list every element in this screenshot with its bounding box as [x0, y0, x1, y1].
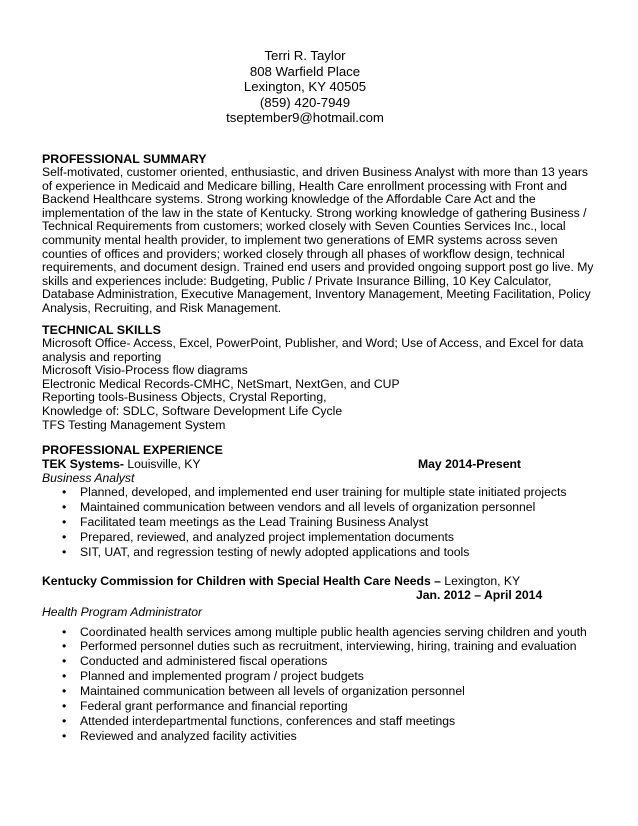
professional-summary-section: [42, 152, 594, 316]
list-item: • Maintained communication between vendors and all levels of organization personnel: [62, 499, 536, 514]
section-title-skills: TECHNICAL SKILLS: [42, 323, 161, 337]
bullet-icon: •: [62, 544, 67, 559]
summary-line: implementation of the law in the state of Kentucky. Strong working knowledge of gathering Business /: [42, 205, 587, 220]
job-heading: [42, 574, 582, 588]
summary-line: Backend Healthcare systems. Strong working knowledge of the Affordable Care Act and the: [42, 192, 536, 207]
skill-line: analysis and reporting: [42, 349, 162, 364]
list-item: • Maintained communication between all levels of organization personnel: [62, 684, 465, 699]
city-state-zip: Lexington, KY 40505: [243, 79, 367, 94]
list-item: • Conducted and administered fiscal operations: [62, 654, 328, 669]
email-address: tseptember9@hotmail.com: [226, 110, 384, 125]
bullet-icon: •: [62, 485, 67, 499]
employer-location: Louisville, KY: [123, 457, 201, 471]
bullet-icon: •: [62, 639, 67, 654]
list-item: • Prepared, reviewed, and analyzed project implementation documents: [62, 529, 454, 544]
job-role: Health Program Administrator: [42, 604, 203, 619]
summary-line: Technical Requirements from customers; worked closely with Seven Counties Services Inc., local: [42, 219, 566, 234]
skill-line: Electronic Medical Records-CMHC, NetSmart, NextGen, and CUP: [42, 376, 400, 391]
skill-line: Knowledge of: SDLC, Software Development Life Cycle: [42, 403, 343, 418]
skill-line: Microsoft Visio-Process flow diagrams: [42, 363, 248, 378]
summary-line: community mental health provider, to implement two generations of EMR systems across seven: [42, 232, 558, 247]
skill-line: TFS Testing Management System: [42, 417, 226, 432]
list-item: • Performed personnel duties such as recruitment, interviewing, hiring, training and evaluation: [62, 639, 577, 654]
summary-line: Database Administration, Executive Management, Inventory Management, Meeting Facilitation, Policy: [42, 287, 591, 302]
bullet-icon: •: [62, 684, 67, 699]
summary-line: requirements, and document design. Trained end users and provided ongoing support post go live. My: [42, 260, 594, 275]
summary-line: counties of offices and providers; worked closely through all phases of workflow design, technical: [42, 246, 565, 261]
summary-line: Analysis, Recruiting, and Risk Management.: [42, 300, 282, 315]
contact-header: [0, 48, 610, 126]
summary-paragraph: [42, 165, 594, 316]
list-item: • Reviewed and analyzed facility activities: [62, 728, 297, 743]
section-title-experience: PROFESSIONAL EXPERIENCE: [42, 443, 223, 457]
list-item: • Attended interdepartmental functions, conferences and staff meetings: [62, 713, 456, 728]
bullet-icon: •: [62, 529, 67, 544]
job-dates: May 2014-Present: [418, 457, 521, 471]
summary-line: of experience in Medicaid and Medicare billing, Health Care enrollment processing with Front and: [42, 178, 568, 193]
bullet-icon: •: [62, 669, 67, 684]
job-heading: [42, 457, 582, 471]
job-dates: Jan. 2012 – April 2014: [416, 587, 543, 602]
summary-line: Self-motivated, customer oriented, enthusiastic, and driven Business Analyst with more than 13 years: [42, 165, 589, 179]
job-duties-list: [42, 485, 582, 560]
job-duties-list: [42, 624, 587, 744]
list-item: • Coordinated health services among multiple public health agencies serving children and youth: [62, 624, 587, 639]
bullet-icon: •: [62, 654, 67, 669]
bullet-icon: •: [62, 499, 67, 514]
bullet-icon: •: [62, 624, 67, 639]
applicant-name: Terri R. Taylor: [264, 48, 346, 63]
bullet-icon: •: [62, 699, 67, 714]
job-role: Business Analyst: [42, 471, 135, 485]
summary-line: skills and experiences include: Budgeting, Public / Private Insurance Billing, 10 Key Calculator,: [42, 273, 552, 288]
list-item: • Facilitated team meetings as the Lead Training Business Analyst: [62, 514, 429, 529]
employer-location: Lexington, KY: [440, 573, 521, 588]
list-item: • SIT, UAT, and regression testing of newly adopted applications and tools: [62, 544, 470, 559]
phone-number: (859) 420-7949: [259, 94, 351, 110]
street-address: 808 Warfield Place: [249, 63, 361, 79]
skill-line: Reporting tools-Business Objects, Crystal Reporting,: [42, 390, 327, 405]
employer-name: Kentucky Commission for Children with Special Health Care Needs –: [42, 573, 441, 588]
list-item: • Planned, developed, and implemented end user training for multiple state initiated projects: [62, 485, 567, 499]
bullet-icon: •: [62, 728, 67, 743]
job-entry-kentucky-commission: [42, 573, 587, 744]
employer-name: TEK Systems-: [42, 457, 124, 471]
professional-experience-section: [42, 443, 587, 744]
job-dates-line: [42, 588, 582, 602]
list-item: • Planned and implemented program / project budgets: [62, 669, 364, 684]
bullet-icon: •: [62, 514, 67, 529]
bullet-icon: •: [62, 713, 67, 728]
skill-line: Microsoft Office- Access, Excel, PowerPoint, Publisher, and Word; Use of Access, and Excel for data: [42, 336, 584, 350]
technical-skills-section: [42, 323, 582, 432]
job-entry-tek-systems: [42, 457, 582, 560]
section-title-summary: PROFESSIONAL SUMMARY: [42, 152, 207, 166]
list-item: • Federal grant performance and financial reporting: [62, 699, 348, 714]
